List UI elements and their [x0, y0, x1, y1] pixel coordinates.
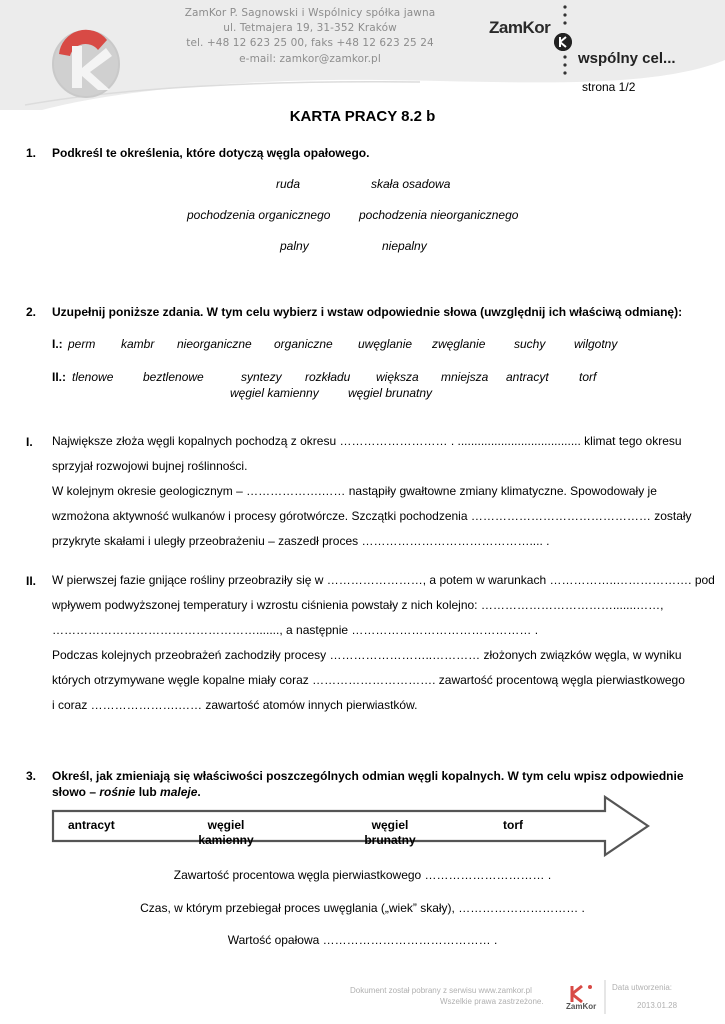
text-line: sprzyjał rozwojowi bujnej roślinności.	[52, 459, 248, 473]
text-line: W pierwszej fazie gnijące rośliny przeobraziły się w ……………………, a potem w warunkach ……………..………………. pod	[52, 573, 715, 587]
text-line: i coraz ………………….…… zawartość atomów innych pierwiastków.	[52, 698, 418, 712]
page-title: KARTA PRACY 8.2 b	[289, 108, 436, 125]
footer-created-date: 2013.01.28	[637, 1001, 678, 1010]
word-bank-item: tlenowe	[72, 370, 114, 384]
text-line: Największe złoża węgli kopalnych pochodzą z okresu ……………………… . ..................................... klimat tego okresu	[52, 434, 682, 448]
company-info	[160, 6, 460, 67]
word-bank-item: kambr	[121, 337, 155, 351]
word-bank-item: węgiel brunatny	[348, 386, 433, 400]
footer-source: Dokument został pobrany z serwisu www.zamkor.pl	[350, 986, 532, 995]
part2-label: II.	[26, 574, 37, 588]
task1-option[interactable]: palny	[280, 239, 309, 253]
word-bank-item: antracyt	[506, 370, 549, 384]
task1-option[interactable]: skała osadowa	[371, 177, 451, 191]
word-bank-item: rozkładu	[305, 370, 351, 384]
footer-brand: ZamKor	[566, 1002, 597, 1011]
task1-option[interactable]: ruda	[276, 177, 301, 191]
statement-coalification-time: Czas, w którym przebiegał proces uwęglania („wiek” skały), ………………………… .	[140, 901, 585, 915]
company-phone: tel. +48 12 623 25 00, faks +48 12 623 25 24	[186, 37, 434, 50]
word-bank-item: zwęglanie	[432, 337, 486, 351]
arrow-item-wegiel-kamienny: węgiel kamienny	[198, 818, 254, 847]
text-line: których otrzymywane węgle kopalne miały coraz …………………………. zawartość procentową węgla pierwiastkowego	[52, 673, 685, 687]
text-line: wpływem podwyższonej temperatury i wzrostu ciśnienia powstały z nich kolejno: …………………………….......……,	[52, 598, 664, 612]
task2-number: 2.	[26, 305, 37, 319]
word-bank-item: większa	[376, 370, 419, 384]
company-email: e-mail: zamkor@zamkor.pl	[239, 52, 381, 65]
brand-name: ZamKor	[489, 18, 551, 37]
arrow-item-wegiel-brunatny: węgiel brunatny	[364, 818, 416, 847]
zamkor-logo-icon	[50, 28, 122, 100]
text-line: wzmożona aktywność wulkanów i procesy górotwórcze. Szczątki pochodzenia ……………………………………… zostały	[52, 509, 692, 523]
text-line: przykryte skałami i uległy przeobrażeniu – zaszedł proces …………………………………….... .	[52, 534, 550, 548]
word-bank-item: perm	[68, 337, 96, 351]
company-name: ZamKor P. Sagnowski i Wspólnicy spółka jawna	[184, 7, 436, 19]
word-bank-item: beztlenowe	[143, 370, 204, 384]
footer-rights: Wszelkie prawa zastrzeżone.	[440, 997, 544, 1006]
footer-divider	[604, 980, 606, 1014]
task1-option[interactable]: niepalny	[382, 239, 427, 253]
statement-carbon-content: Zawartość procentowa węgla pierwiastkowego ………………………… .	[173, 868, 552, 882]
statement-calorific-value: Wartość opałowa …………………………………… .	[227, 933, 498, 947]
footer-created-label: Data utworzenia:	[612, 983, 673, 992]
part1-text	[52, 429, 692, 554]
task1-option[interactable]: pochodzenia nieorganicznego	[359, 208, 519, 222]
word-bank-item: mniejsza	[441, 370, 489, 384]
part2-text	[52, 568, 715, 718]
text-line: ……………………………………………......., a następnie ……………………………………… .	[52, 623, 539, 637]
word-bank-item: syntezy	[241, 370, 282, 384]
word-bank-item: organiczne	[274, 337, 333, 351]
text-line: W kolejnym okresie geologicznym – ……………….…… nastąpiły gwałtowne zmiany klimatyczne. Spowodowały je	[52, 484, 657, 498]
arrow-item-antracyt: antracyt	[68, 818, 115, 832]
word-bank-item: węgiel kamienny	[230, 386, 319, 400]
arrow-item-torf: torf	[503, 818, 523, 832]
task3-instruction-line2: słowo – rośnie lub maleje.	[52, 785, 201, 799]
task1-instruction: Podkreśl te określenia, które dotyczą węgla opałowego.	[52, 146, 370, 160]
task2-instruction: Uzupełnij poniższe zdania. W tym celu wybierz i wstaw odpowiednie słowa (uwzględnij ich właściwą odmianę):	[52, 305, 683, 319]
task3-instruction-line1: Określ, jak zmieniają się właściwości poszczególnych odmian węgli kopalnych. W tym celu wpisz odpowiednie	[52, 769, 684, 783]
part1-label: I.	[26, 435, 33, 449]
page-number: strona 1/2	[582, 80, 636, 94]
word-bank-item: nieorganiczne	[177, 337, 252, 351]
word-bank-2-label: II.:	[52, 370, 67, 384]
word-bank-1-label: I.:	[52, 337, 63, 351]
task1-number: 1.	[26, 146, 37, 160]
task1-option[interactable]: pochodzenia organicznego	[187, 208, 331, 222]
text-line: Podczas kolejnych przeobrażeń zachodziły procesy ……………………..………… złożonych związków węgla, w wyniku	[52, 648, 682, 662]
word-bank-item: uwęglanie	[358, 337, 413, 351]
company-address: ul. Tetmajera 19, 31-352 Kraków	[223, 22, 397, 35]
brand-k-icon	[554, 33, 572, 51]
word-bank-item: suchy	[514, 337, 546, 351]
slogan: wspólny cel...	[578, 50, 676, 67]
word-bank-item: wilgotny	[574, 337, 618, 351]
word-bank-item: torf	[579, 370, 597, 384]
task3-number: 3.	[26, 769, 37, 783]
